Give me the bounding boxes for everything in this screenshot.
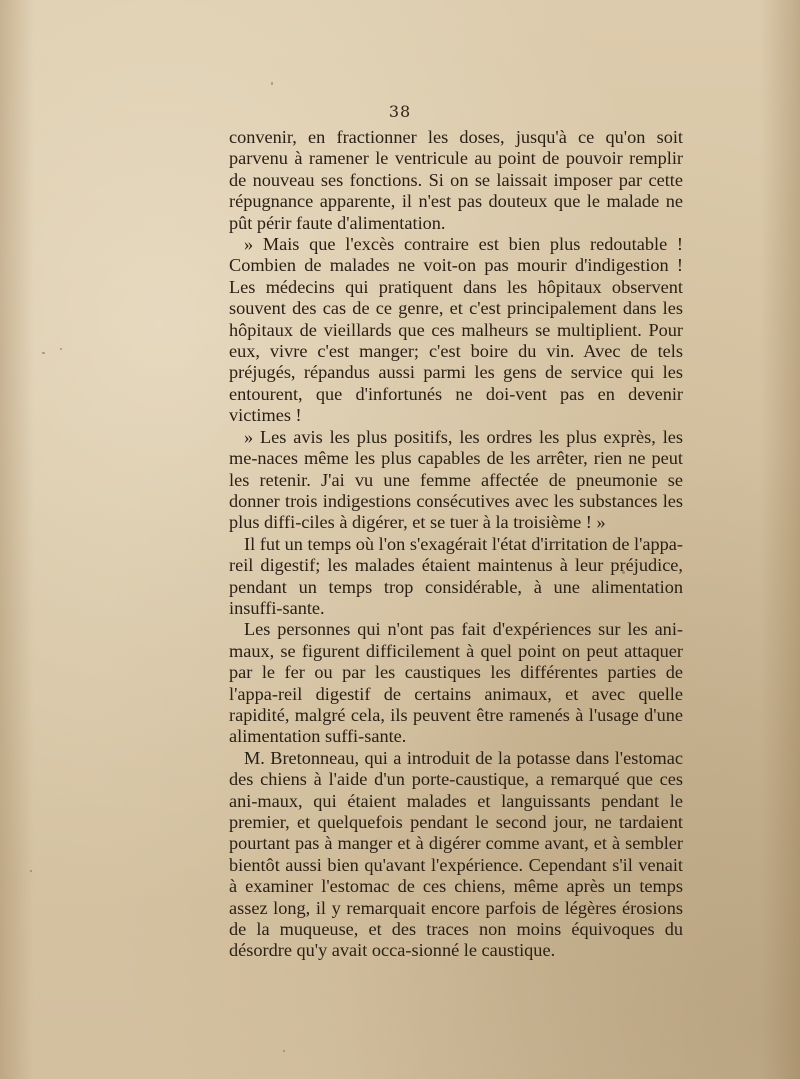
page-left-shadow (0, 0, 34, 1079)
paragraph-4: Il fut un temps où l'on s'exagérait l'état d'irritation de l'appa-reil digestif; les malades étaient maintenus à leur préjudice, pendant un temps trop considérable, à une alimentation insuffi-sante. (229, 533, 683, 618)
paper-speck (30, 870, 32, 872)
paper-speck (271, 82, 273, 85)
paragraph-2: » Mais que l'excès contraire est bien plus redoutable ! Combien de malades ne voit-on pas mourir d'indigestion ! Les médecins qui pratiquent dans les hôpitaux observent souvent des cas de ce genre, et c'est principalement dans les hôpitaux de vieillards que ces malheurs se multiplient. Pour eux, vivre c'est manger; c'est boire du vin. Avec de tels préjugés, répandus aussi parmi les gens de service qui les entourent, que d'infortunés ne doi-vent pas en devenir victimes ! (229, 234, 683, 426)
paper-speck (60, 348, 62, 350)
paragraph-1: convenir, en fractionner les doses, jusqu'à ce qu'on soit parvenu à ramener le ventricule au point de pouvoir remplir de nouveau ses fonctions. Si on se laissait imposer par cette répugnance apparente, il n'est pas douteux que le malade ne pût périr faute d'alimentation. (229, 127, 683, 233)
page-right-shadow (760, 0, 800, 1079)
body-text (229, 127, 683, 962)
paragraph-3: » Les avis les plus positifs, les ordres les plus exprès, les me-naces même les plus capables de les arrêter, rien ne peut les retenir. J'ai vu une femme affectée de pneumonie se donner trois indigestions consécutives avec les substances les plus diffi-ciles à digérer, et se tuer à la troisième ! » (229, 426, 683, 533)
paragraph-5: Les personnes qui n'ont pas fait d'expériences sur les ani-maux, se figurent difficilement à quel point on peut attaquer par le fer ou par les caustiques les différentes parties de l'appa-reil digestif de certains animaux, et avec quelle rapidité, malgré cela, ils peuvent être ramenés à l'usage d'une alimentation suffi-sante. (229, 619, 683, 747)
paragraph-6: M. Bretonneau, qui a introduit de la potasse dans l'estomac des chiens à l'aide d'un porte-caustique, a remarqué que ces ani-maux, qui étaient malades et languissants pendant le premier, et quelquefois pendant le second jour, ne tardaient pourtant pas à manger et à digérer comme avant, et à sembler bientôt aussi bien qu'avant l'expérience. Cependant s'il venait à examiner l'estomac de ces chiens, même après un temps assez long, il y remarquait encore parfois de légères érosions de la muqueuse, et des traces non moins équivoques du désordre qu'y avait occa-sionné le caustique. (229, 747, 683, 961)
paper-speck (283, 1050, 285, 1052)
page-number: 38 (388, 102, 412, 121)
paper-speck (42, 352, 45, 354)
